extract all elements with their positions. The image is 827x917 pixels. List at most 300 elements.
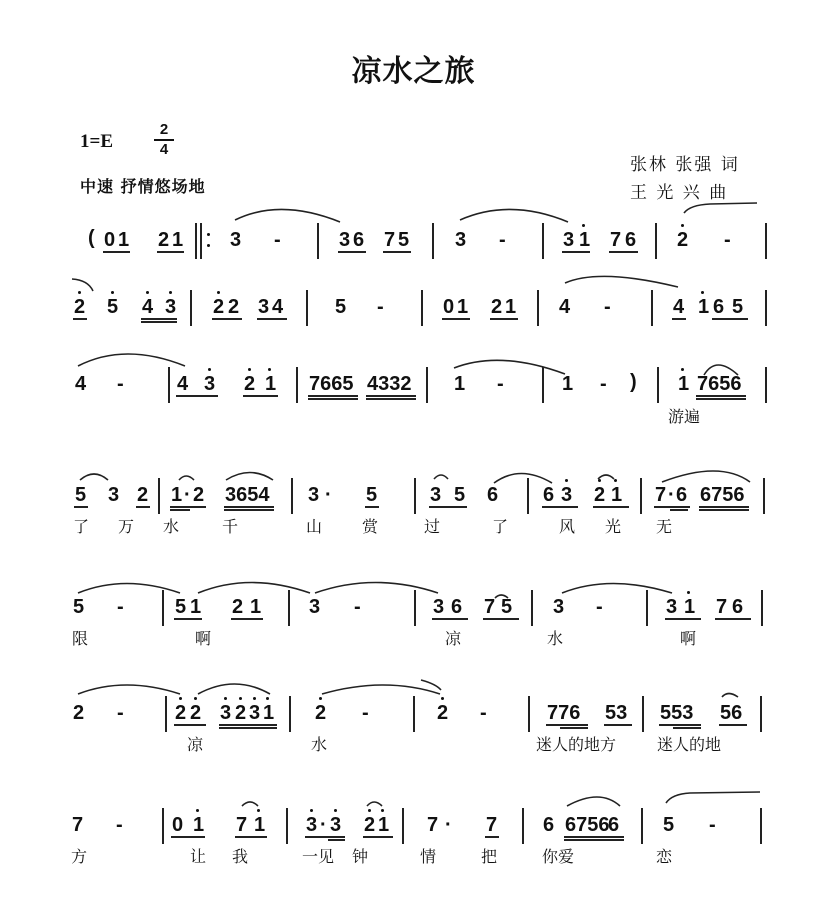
note: 5	[501, 596, 513, 618]
octave-dot	[266, 697, 269, 700]
lyric: 把	[481, 847, 498, 866]
barline	[414, 590, 416, 626]
lyric: 山	[306, 517, 323, 536]
octave-dot	[334, 809, 337, 812]
note-group: 4332	[367, 373, 412, 395]
octave-dot	[169, 291, 172, 294]
note: 3	[561, 484, 573, 506]
note: ·	[184, 484, 191, 506]
time-signature-numerator: 2	[159, 121, 169, 138]
lyric: 无	[656, 517, 673, 536]
note: 1	[457, 296, 469, 318]
underline-beam	[604, 724, 632, 726]
note: 3	[108, 484, 120, 506]
underline-beam	[171, 836, 205, 838]
barline	[657, 367, 659, 403]
barline	[421, 290, 423, 326]
underline-beam	[383, 251, 411, 253]
note: -	[499, 229, 506, 251]
barline	[537, 290, 539, 326]
note: 2	[158, 229, 170, 251]
lyric: 万	[118, 517, 135, 536]
note: -	[604, 296, 611, 318]
note-group: 553	[660, 702, 694, 724]
barline	[651, 290, 653, 326]
note: 3	[306, 814, 318, 836]
note: 3	[230, 229, 242, 251]
barline	[522, 808, 524, 844]
note: 6	[353, 229, 365, 251]
octave-dot	[248, 368, 251, 371]
underline-beam	[564, 839, 624, 841]
underline-beam	[170, 509, 190, 511]
note: 4	[177, 373, 189, 395]
lyric: 恋	[656, 847, 673, 866]
barline	[760, 696, 762, 732]
barline	[542, 367, 544, 403]
barline	[763, 478, 765, 514]
note: 2	[594, 484, 606, 506]
note: -	[497, 373, 504, 395]
underline-beam	[157, 251, 184, 253]
note-group: 7656	[697, 373, 742, 395]
underline-beam	[219, 727, 277, 729]
underline-beam	[136, 506, 150, 508]
octave-dot	[310, 809, 313, 812]
note: 5	[107, 296, 119, 318]
barline	[195, 223, 197, 259]
underline-beam	[654, 506, 690, 508]
lyric: 迷人的地方	[536, 735, 617, 754]
note: 6	[487, 484, 499, 506]
lyric: 了	[73, 517, 90, 536]
note: 2	[74, 296, 86, 318]
note: 3	[204, 373, 216, 395]
note: 0	[443, 296, 455, 318]
underline-beam	[429, 506, 467, 508]
note: 5	[454, 484, 466, 506]
octave-dot	[179, 697, 182, 700]
note: -	[480, 702, 487, 724]
note: 6	[732, 596, 744, 618]
lyric: 方	[71, 847, 88, 866]
note: 6	[676, 484, 688, 506]
underline-beam	[696, 395, 746, 397]
key-signature: 1=E	[80, 131, 113, 152]
note: 5	[75, 484, 87, 506]
note: 2	[235, 702, 247, 724]
note: 2	[364, 814, 376, 836]
underline-beam	[363, 836, 393, 838]
note: 6	[543, 814, 555, 836]
note-group: 3654	[225, 484, 270, 506]
note: 6	[543, 484, 555, 506]
note: 1	[562, 373, 574, 395]
underline-beam	[212, 318, 242, 320]
lyric: 光	[605, 517, 622, 536]
octave-dot	[268, 368, 271, 371]
barline	[289, 696, 291, 732]
note: 1	[250, 596, 262, 618]
octave-dot	[253, 697, 256, 700]
lyric: 你爱	[542, 847, 575, 866]
note: 1	[190, 596, 202, 618]
note: 3	[553, 596, 565, 618]
note-group: 53	[605, 702, 628, 724]
barline	[531, 590, 533, 626]
underline-beam	[699, 506, 749, 508]
note: 7	[72, 814, 84, 836]
note: 1	[263, 702, 275, 724]
underline-beam	[338, 251, 366, 253]
barline	[306, 290, 308, 326]
note: 3	[165, 296, 177, 318]
note: 7	[484, 596, 496, 618]
note: 1	[454, 373, 466, 395]
underline-beam	[673, 727, 701, 729]
note: 1	[378, 814, 390, 836]
lyric: 钟	[352, 847, 369, 866]
note: 5	[175, 596, 187, 618]
octave-dot	[582, 224, 585, 227]
octave-dot	[687, 591, 690, 594]
underline-beam	[328, 839, 345, 841]
lyric: 我	[232, 847, 249, 866]
underline-beam	[366, 398, 416, 400]
note: 1	[579, 229, 591, 251]
octave-dot	[381, 809, 384, 812]
note: 2	[228, 296, 240, 318]
note: 7	[716, 596, 728, 618]
underline-beam	[103, 251, 130, 253]
underline-beam	[696, 398, 746, 400]
underline-beam	[141, 318, 177, 320]
underline-beam	[231, 618, 263, 620]
underline-beam	[257, 318, 287, 320]
note: 5	[663, 814, 675, 836]
lyric: 风	[559, 517, 576, 536]
lyric: 凉	[445, 629, 462, 648]
note: 7	[486, 814, 498, 836]
underline-beam	[593, 506, 629, 508]
underline-beam	[562, 251, 590, 253]
octave-dot	[78, 291, 81, 294]
underline-beam	[366, 395, 416, 397]
underline-beam	[672, 318, 686, 320]
underline-beam	[712, 318, 748, 320]
note: 1	[611, 484, 623, 506]
composer-credit: 王 光 兴 曲	[630, 183, 729, 203]
note: -	[600, 373, 607, 395]
note: -	[117, 373, 124, 395]
octave-dot	[257, 809, 260, 812]
note: 3	[339, 229, 351, 251]
note: 1	[505, 296, 517, 318]
octave-dot	[146, 291, 149, 294]
underline-beam	[542, 506, 578, 508]
note-group: 776	[547, 702, 581, 724]
note: 1	[193, 814, 205, 836]
note: 1	[254, 814, 266, 836]
note: 1	[172, 229, 184, 251]
note: 4	[559, 296, 571, 318]
note: -	[709, 814, 716, 836]
barline	[296, 367, 298, 403]
note: 3	[308, 484, 320, 506]
lyric: 水	[547, 629, 564, 648]
underline-beam	[483, 618, 519, 620]
note: 6	[713, 296, 725, 318]
barline	[317, 223, 319, 259]
barline	[765, 367, 767, 403]
barline	[286, 808, 288, 844]
note: 5	[335, 296, 347, 318]
note: 1	[684, 596, 696, 618]
note: )	[630, 371, 637, 393]
note: -	[117, 702, 124, 724]
note: 1	[265, 373, 277, 395]
barline	[291, 478, 293, 514]
lyric: 啊	[680, 629, 697, 648]
note: 2	[137, 484, 149, 506]
underline-beam	[308, 398, 358, 400]
barline	[640, 478, 642, 514]
note: 6	[625, 229, 637, 251]
underline-beam	[670, 509, 688, 511]
lyric: 限	[72, 629, 89, 648]
note: 4	[75, 373, 87, 395]
underline-beam	[243, 395, 278, 397]
underline-beam	[490, 318, 518, 320]
octave-dot	[614, 479, 617, 482]
note: 2	[244, 373, 256, 395]
note: 4	[272, 296, 284, 318]
barline	[288, 590, 290, 626]
note: 3	[433, 596, 445, 618]
octave-dot	[111, 291, 114, 294]
note: -	[377, 296, 384, 318]
octave-dot	[207, 244, 210, 247]
octave-dot	[207, 233, 210, 236]
note: 2	[213, 296, 225, 318]
lyric: 赏	[362, 517, 379, 536]
note: 2	[73, 702, 85, 724]
note: 7	[427, 814, 439, 836]
note: 3	[309, 596, 321, 618]
barline	[432, 223, 434, 259]
note: 3	[455, 229, 467, 251]
note: -	[596, 596, 603, 618]
note: 7	[655, 484, 667, 506]
note: 5	[732, 296, 744, 318]
underline-beam	[176, 395, 218, 397]
underline-beam	[485, 836, 499, 838]
underline-beam	[665, 618, 701, 620]
note: 6	[451, 596, 463, 618]
note: (	[88, 227, 95, 249]
note: 1	[698, 296, 710, 318]
note: 5	[366, 484, 378, 506]
lyric: 过	[424, 517, 441, 536]
underline-beam	[74, 506, 88, 508]
lyric: 水	[311, 735, 328, 754]
note-group: 6756	[700, 484, 745, 506]
barline	[158, 478, 160, 514]
octave-dot	[598, 479, 601, 482]
note: -	[354, 596, 361, 618]
lyric: 游遍	[668, 407, 701, 426]
barline	[162, 590, 164, 626]
underline-beam	[719, 724, 747, 726]
note-group: 6756	[565, 814, 610, 836]
note: 2	[193, 484, 205, 506]
note: 3	[330, 814, 342, 836]
octave-dot	[565, 479, 568, 482]
note: 2	[232, 596, 244, 618]
octave-dot	[196, 809, 199, 812]
song-title: 凉水之旅	[351, 54, 476, 89]
underline-beam	[564, 836, 624, 838]
barline	[402, 808, 404, 844]
note: ·	[320, 814, 327, 836]
note: 7	[610, 229, 622, 251]
barline	[426, 367, 428, 403]
barline	[168, 367, 170, 403]
note: 0	[104, 229, 116, 251]
note: -	[116, 814, 123, 836]
note: 3	[249, 702, 261, 724]
note: 3	[563, 229, 575, 251]
barline	[765, 223, 767, 259]
note: 0	[172, 814, 184, 836]
octave-dot	[681, 368, 684, 371]
octave-dot	[239, 697, 242, 700]
note-group: 56	[720, 702, 743, 724]
lyric: 水	[163, 517, 180, 536]
note: 3	[430, 484, 442, 506]
time-signature	[154, 122, 174, 158]
lyric: 一见	[302, 847, 335, 866]
note: 7	[384, 229, 396, 251]
lyric: 情	[420, 847, 437, 866]
lyric: 啊	[195, 629, 212, 648]
underline-beam	[715, 618, 751, 620]
barline	[765, 290, 767, 326]
underline-beam	[560, 727, 588, 729]
octave-dot	[681, 224, 684, 227]
underline-beam	[224, 509, 274, 511]
note: -	[724, 229, 731, 251]
octave-dot	[194, 697, 197, 700]
note: 6	[608, 814, 620, 836]
note: -	[117, 596, 124, 618]
octave-dot	[208, 368, 211, 371]
barline	[413, 696, 415, 732]
underline-beam	[73, 318, 87, 320]
barline	[162, 808, 164, 844]
lyric: 让	[190, 847, 207, 866]
note: 3	[220, 702, 232, 724]
underline-beam	[235, 836, 267, 838]
note: ·	[445, 814, 452, 836]
note: 1	[118, 229, 130, 251]
octave-dot	[217, 291, 220, 294]
lyric: 千	[222, 517, 239, 536]
barline	[542, 223, 544, 259]
barline	[414, 478, 416, 514]
barline	[641, 808, 643, 844]
underline-beam	[546, 724, 588, 726]
barline	[760, 808, 762, 844]
time-signature-denominator: 4	[159, 141, 169, 158]
octave-dot	[701, 291, 704, 294]
underline-beam	[659, 724, 701, 726]
underline-beam	[442, 318, 470, 320]
note: -	[274, 229, 281, 251]
lyric: 凉	[187, 735, 204, 754]
underline-beam	[141, 321, 177, 323]
note: 4	[673, 296, 685, 318]
note: 2	[491, 296, 503, 318]
note: 7	[236, 814, 248, 836]
underline-beam	[174, 724, 206, 726]
barline	[646, 590, 648, 626]
note: 1	[678, 373, 690, 395]
underline-beam	[174, 618, 202, 620]
underline-beam	[305, 836, 345, 838]
lyric: 迷人的地	[657, 735, 722, 754]
octave-dot	[224, 697, 227, 700]
barline	[165, 696, 167, 732]
underline-beam	[219, 724, 277, 726]
octave-dot	[319, 697, 322, 700]
octave-dot	[368, 809, 371, 812]
note: 2	[315, 702, 327, 724]
note: 2	[677, 229, 689, 251]
note: ·	[325, 484, 332, 506]
tempo-marking: 中速 抒情悠场地	[80, 177, 206, 196]
barline	[655, 223, 657, 259]
barline	[528, 696, 530, 732]
note: 3	[666, 596, 678, 618]
underline-beam	[170, 506, 206, 508]
note: 1	[171, 484, 183, 506]
octave-dot	[441, 697, 444, 700]
note: 4	[142, 296, 154, 318]
note: 2	[437, 702, 449, 724]
note: 5	[73, 596, 85, 618]
barline	[761, 590, 763, 626]
note: 3	[258, 296, 270, 318]
note: 5	[398, 229, 410, 251]
note: ·	[668, 484, 675, 506]
barline	[200, 223, 202, 259]
underline-beam	[224, 506, 274, 508]
underline-beam	[699, 509, 749, 511]
underline-beam	[432, 618, 468, 620]
note: 2	[175, 702, 187, 724]
note: 2	[190, 702, 202, 724]
barline	[527, 478, 529, 514]
barline	[190, 290, 192, 326]
lyric: 了	[492, 517, 509, 536]
underline-beam	[365, 506, 379, 508]
barline	[642, 696, 644, 732]
underline-beam	[609, 251, 638, 253]
note: -	[362, 702, 369, 724]
lyricist-credit: 张林 张强 词	[630, 155, 740, 175]
note-group: 7665	[309, 373, 354, 395]
